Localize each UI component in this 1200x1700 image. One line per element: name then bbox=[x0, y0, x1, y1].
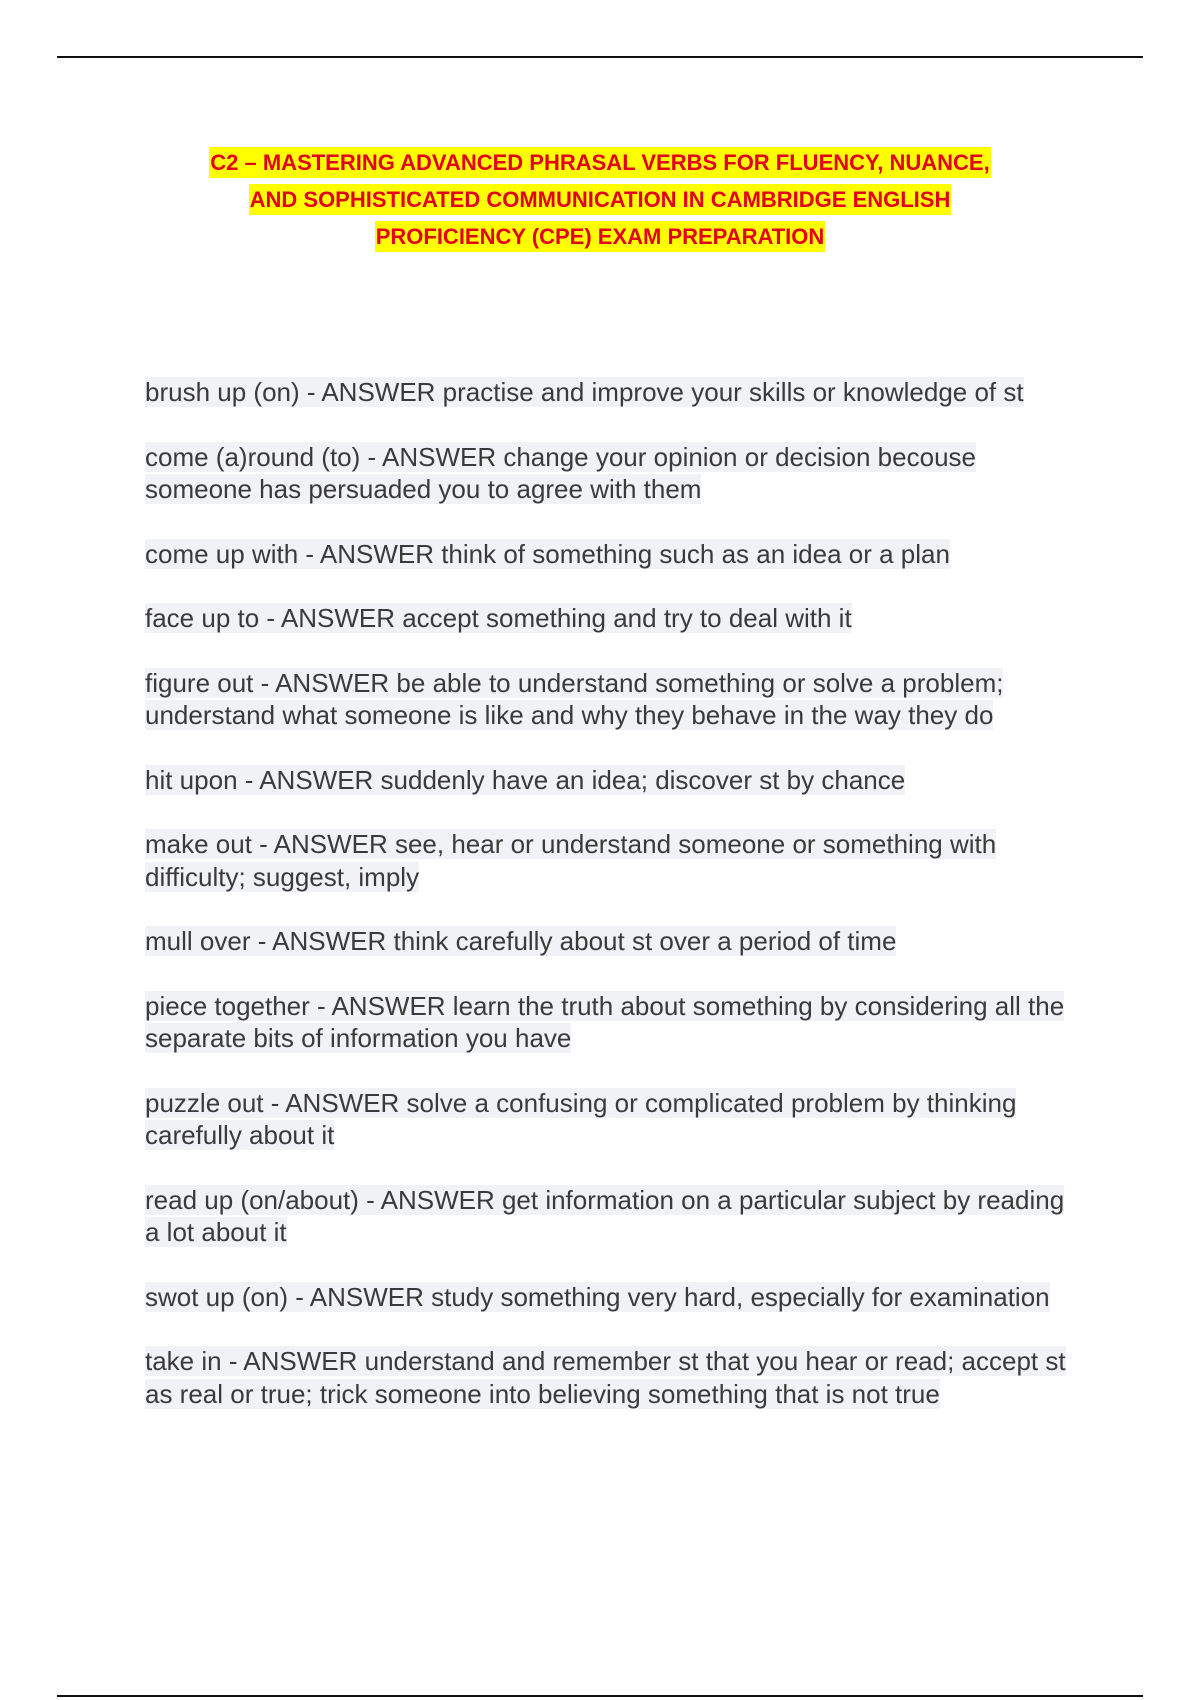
entry-answer: ANSWER practise and improve your skills or knowledge of st bbox=[321, 377, 1024, 407]
entry-separator: - bbox=[250, 926, 273, 956]
entry-answer: ANSWER be able to understand something or solve a problem; understand what someone is like and why they behave in the way they do bbox=[145, 667, 1004, 730]
entry-term: swot up (on) bbox=[145, 1281, 289, 1312]
entry-answer: ANSWER study something very hard, especially for examination bbox=[309, 1281, 1050, 1312]
entry-answer: ANSWER change your opinion or decision becouse someone has persuaded you to agree with them bbox=[145, 441, 976, 504]
flashcard-entry bbox=[145, 441, 1075, 506]
flashcard-entry bbox=[145, 667, 1075, 732]
flashcard-entry bbox=[145, 1184, 1075, 1249]
entry-term: figure out bbox=[145, 667, 254, 698]
flashcard-entry bbox=[145, 376, 1075, 409]
flashcard-entry bbox=[145, 925, 1075, 958]
document-title bbox=[100, 146, 1100, 257]
title-line bbox=[100, 220, 1100, 257]
title-line bbox=[100, 146, 1100, 183]
title-line-text: AND SOPHISTICATED COMMUNICATION IN CAMBRIDGE ENGLISH bbox=[249, 184, 952, 215]
entry-term: hit upon bbox=[145, 764, 238, 795]
entry-separator: - bbox=[253, 667, 276, 698]
flashcard-entry bbox=[145, 538, 1075, 571]
entry-separator: - bbox=[288, 1281, 310, 1312]
entry-term: read up (on/about) bbox=[145, 1184, 359, 1215]
entry-answer: ANSWER think of something such as an idea or a plan bbox=[319, 538, 950, 569]
entry-separator: - bbox=[309, 990, 332, 1021]
flashcard-entry bbox=[145, 1087, 1075, 1152]
flashcard-entry bbox=[145, 828, 1075, 893]
entry-answer: ANSWER think carefully about st over a period of time bbox=[272, 926, 897, 956]
entry-answer: ANSWER suddenly have an idea; discover st by chance bbox=[259, 764, 906, 795]
entry-separator: - bbox=[237, 764, 260, 795]
flashcard-entry bbox=[145, 602, 1075, 635]
title-line-text: C2 – MASTERING ADVANCED PHRASAL VERBS FOR FLUENCY, NUANCE, bbox=[209, 147, 990, 178]
flashcard-list bbox=[145, 376, 1075, 1442]
entry-term: face up to bbox=[145, 603, 260, 633]
entry-separator: - bbox=[221, 1346, 244, 1376]
entry-separator: - bbox=[360, 441, 382, 472]
entry-separator: - bbox=[259, 603, 281, 633]
entry-term: come up with bbox=[145, 538, 299, 569]
entry-separator: - bbox=[299, 377, 322, 407]
entry-term: come (a)round (to) bbox=[145, 441, 361, 472]
entry-answer: ANSWER solve a confusing or complicated problem by thinking carefully about it bbox=[145, 1087, 1017, 1150]
entry-separator: - bbox=[298, 538, 320, 569]
flashcard-entry bbox=[145, 764, 1075, 797]
flashcard-entry bbox=[145, 990, 1075, 1055]
entry-answer: ANSWER understand and remember st that you hear or read; accept st as real or true; trick someone into believing something that is not true bbox=[145, 1346, 1066, 1409]
title-line-text: PROFICIENCY (CPE) EXAM PREPARATION bbox=[375, 221, 826, 252]
top-rule bbox=[57, 56, 1143, 58]
flashcard-entry bbox=[145, 1281, 1075, 1314]
entry-separator: - bbox=[251, 829, 274, 859]
title-line bbox=[100, 183, 1100, 220]
entry-term: take in bbox=[145, 1346, 222, 1376]
entry-term: piece together bbox=[145, 990, 310, 1021]
bottom-rule bbox=[57, 1695, 1143, 1697]
entry-term: make out bbox=[145, 829, 252, 859]
entry-answer: ANSWER accept something and try to deal with it bbox=[280, 603, 852, 633]
entry-separator: - bbox=[358, 1184, 381, 1215]
entry-term: brush up (on) bbox=[145, 377, 300, 407]
entry-term: puzzle out bbox=[145, 1087, 264, 1118]
flashcard-entry bbox=[145, 1345, 1075, 1410]
entry-answer: ANSWER learn the truth about something by considering all the separate bits of information you have bbox=[145, 990, 1065, 1053]
entry-answer: ANSWER see, hear or understand someone or something with difficulty; suggest, imply bbox=[145, 829, 997, 892]
entry-separator: - bbox=[263, 1087, 286, 1118]
entry-answer: ANSWER get information on a particular subject by reading a lot about it bbox=[145, 1184, 1065, 1247]
entry-term: mull over bbox=[145, 926, 251, 956]
